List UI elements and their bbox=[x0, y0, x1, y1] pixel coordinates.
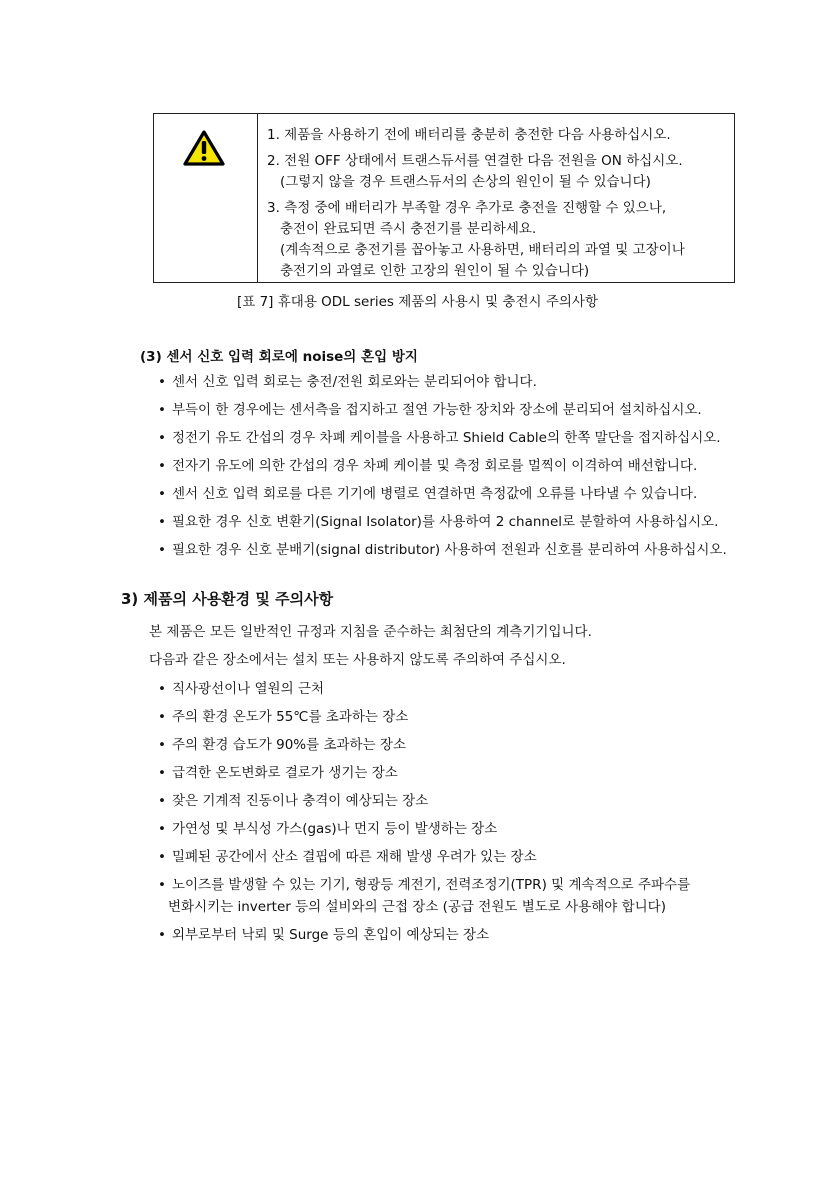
warning-line: (계속적으로 충전기를 꼽아놓고 사용하면, 배터리의 과열 및 고장이나 bbox=[280, 242, 685, 258]
intro-paragraph: 본 제품은 모든 일반적인 규정과 지침을 준수하는 최첨단의 계측기기입니다. bbox=[149, 624, 592, 640]
list-item: • 부득이 한 경우에는 센서측을 접지하고 절연 가능한 장치와 장소에 분리되어 설치하십시오. bbox=[158, 398, 702, 418]
list-item: • 센서 신호 입력 회로는 충전/전원 회로와는 분리되어야 합니다. bbox=[158, 370, 537, 390]
intro-paragraph: 다음과 같은 장소에서는 설치 또는 사용하지 않도록 주의하여 주십시오. bbox=[149, 652, 566, 668]
list-item: • 밀폐된 공간에서 산소 결핍에 따른 재해 발생 우려가 있는 장소 bbox=[158, 845, 537, 865]
list-item: • 잦은 기계적 진동이나 충격이 예상되는 장소 bbox=[158, 789, 428, 809]
warning-line: 충전기의 과열로 인한 고장의 원인이 될 수 있습니다) bbox=[280, 263, 590, 279]
warning-text-cell bbox=[258, 114, 734, 282]
list-item: • 주의 환경 습도가 90%를 초과하는 장소 bbox=[158, 733, 406, 753]
list-item-continuation: 변화시키는 inverter 등의 설비와의 근접 장소 (공급 전원도 별도로 사용해야 합니다) bbox=[168, 899, 666, 915]
warning-triangle-icon bbox=[183, 130, 225, 166]
warning-line: 1. 제품을 사용하기 전에 배터리를 충분히 충전한 다음 사용하십시오. bbox=[267, 127, 671, 143]
warning-line: 3. 측정 중에 배터리가 부족할 경우 추가로 충전을 진행할 수 있으나, bbox=[267, 200, 667, 216]
list-item: • 필요한 경우 신호 변환기(Signal Isolator)를 사용하여 2 channel로 분할하여 사용하십시오. bbox=[158, 510, 718, 530]
list-item: • 직사광선이나 열원의 근처 bbox=[158, 677, 324, 697]
list-item: • 정전기 유도 간섭의 경우 차폐 케이블을 사용하고 Shield Cable의 한쪽 말단을 접지하십시오. bbox=[158, 426, 721, 446]
list-item: • 가연성 및 부식성 가스(gas)나 먼지 등이 발생하는 장소 bbox=[158, 817, 497, 837]
list-item: • 외부로부터 낙뢰 및 Surge 등의 혼입이 예상되는 장소 bbox=[158, 923, 489, 943]
subsection-title: (3) 센서 신호 입력 회로에 noise의 혼입 방지 bbox=[140, 349, 418, 365]
list-item: • 급격한 온도변화로 결로가 생기는 장소 bbox=[158, 761, 398, 781]
warning-line: 충전이 완료되면 즉시 충전기를 분리하세요. bbox=[280, 221, 537, 237]
list-item: • 주의 환경 온도가 55℃를 초과하는 장소 bbox=[158, 705, 408, 725]
warning-icon-cell bbox=[154, 114, 258, 282]
table-caption: [표 7] 휴대용 ODL series 제품의 사용시 및 충전시 주의사항 bbox=[236, 294, 598, 310]
warning-line: (그렇지 않을 경우 트랜스듀서의 손상의 원인이 될 수 있습니다) bbox=[280, 174, 651, 190]
list-item: • 전자기 유도에 의한 간섭의 경우 차폐 케이블 및 측정 회로를 멀찍이 이격하여 배선합니다. bbox=[158, 454, 697, 474]
warning-table bbox=[153, 113, 735, 283]
section-title: 3) 제품의 사용환경 및 주의사항 bbox=[121, 590, 334, 608]
warning-line: 2. 전원 OFF 상태에서 트랜스듀서를 연결한 다음 전원을 ON 하십시오. bbox=[267, 153, 683, 169]
list-item: • 필요한 경우 신호 분배기(signal distributor) 사용하여 전원과 신호를 분리하여 사용하십시오. bbox=[158, 538, 727, 558]
list-item: • 노이즈를 발생할 수 있는 기기, 형광등 계전기, 전력조정기(TPR) 및 계속적으로 주파수를 bbox=[158, 873, 690, 893]
list-item: • 센서 신호 입력 회로를 다른 기기에 병렬로 연결하면 측정값에 오류를 나타낼 수 있습니다. bbox=[158, 482, 697, 502]
